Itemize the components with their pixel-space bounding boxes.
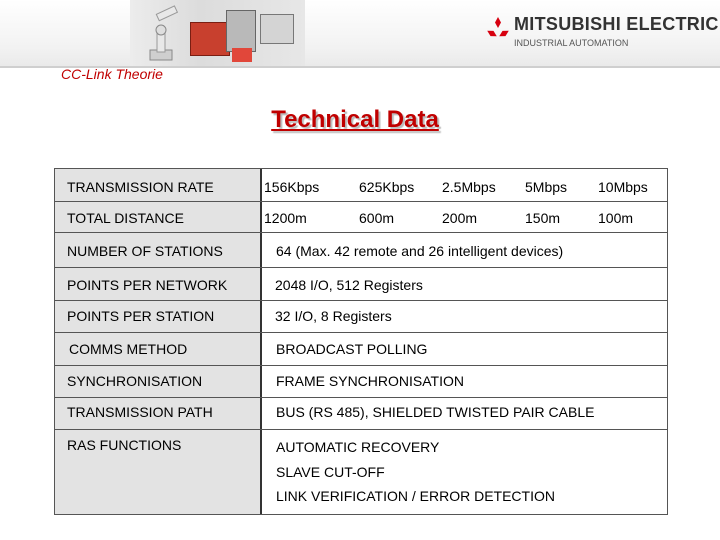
distance-value: 200m <box>442 210 478 226</box>
rate-value: 156Kbps <box>264 179 320 195</box>
row-divider <box>55 201 667 202</box>
io-module <box>260 14 294 44</box>
rate-value: 2.5Mbps <box>442 179 496 195</box>
points-per-network-value: 2048 I/O, 512 Registers <box>275 277 423 293</box>
ras-functions-list <box>276 435 555 509</box>
plc-module <box>226 10 256 52</box>
points-per-station-value: 32 I/O, 8 Registers <box>275 308 392 324</box>
rate-value: 5Mbps <box>525 179 568 195</box>
number-of-stations-label: NUMBER OF STATIONS <box>67 243 223 259</box>
synchronisation-label: SYNCHRONISATION <box>67 373 203 389</box>
brand-subtitle: INDUSTRIAL AUTOMATION <box>514 38 629 48</box>
comms-method-label: COMMS METHOD <box>69 341 188 357</box>
row-divider <box>55 365 667 366</box>
distance-value: 1200m <box>264 210 307 226</box>
ras-functions-label: RAS FUNCTIONS <box>67 437 182 453</box>
section-title: CC-Link Theorie <box>61 66 163 82</box>
distance-value: 150m <box>525 210 561 226</box>
comms-method-value: BROADCAST POLLING <box>276 341 428 357</box>
robot-arm-icon <box>142 4 182 62</box>
transmission-path-label: TRANSMISSION PATH <box>67 404 213 420</box>
ras-function-item: LINK VERIFICATION / ERROR DETECTION <box>276 488 555 504</box>
brand-logo <box>486 14 719 54</box>
distance-value: 600m <box>359 210 395 226</box>
total-distance-label: TOTAL DISTANCE <box>67 210 184 226</box>
row-divider <box>55 232 667 233</box>
transmission-path-value: BUS (RS 485), SHIELDED TWISTED PAIR CABLE <box>276 404 595 420</box>
controller-module <box>190 22 230 56</box>
transmission-rate-label: TRANSMISSION RATE <box>67 179 214 195</box>
points-per-network-label: POINTS PER NETWORK <box>67 277 228 293</box>
rate-value: 10Mbps <box>598 179 648 195</box>
page-title: Technical Data <box>271 106 439 133</box>
rate-value: 625Kbps <box>359 179 415 195</box>
synchronisation-value: FRAME SYNCHRONISATION <box>276 373 464 389</box>
distance-value: 100m <box>598 210 634 226</box>
points-per-station-label: POINTS PER STATION <box>67 308 215 324</box>
row-divider <box>55 332 667 333</box>
number-of-stations-value: 64 (Max. 42 remote and 26 intelligent devices) <box>276 243 564 259</box>
row-divider <box>55 429 667 430</box>
three-diamonds-icon <box>486 17 510 39</box>
product-photo <box>130 0 305 66</box>
ras-function-item: SLAVE CUT-OFF <box>276 463 385 480</box>
indicator-module <box>232 48 252 62</box>
technical-data-table <box>54 168 668 515</box>
ras-function-item: AUTOMATIC RECOVERY <box>276 439 440 455</box>
row-divider <box>55 397 667 398</box>
row-divider <box>55 300 667 301</box>
row-divider <box>55 267 667 268</box>
brand-name: MITSUBISHI ELECTRIC <box>514 14 719 34</box>
